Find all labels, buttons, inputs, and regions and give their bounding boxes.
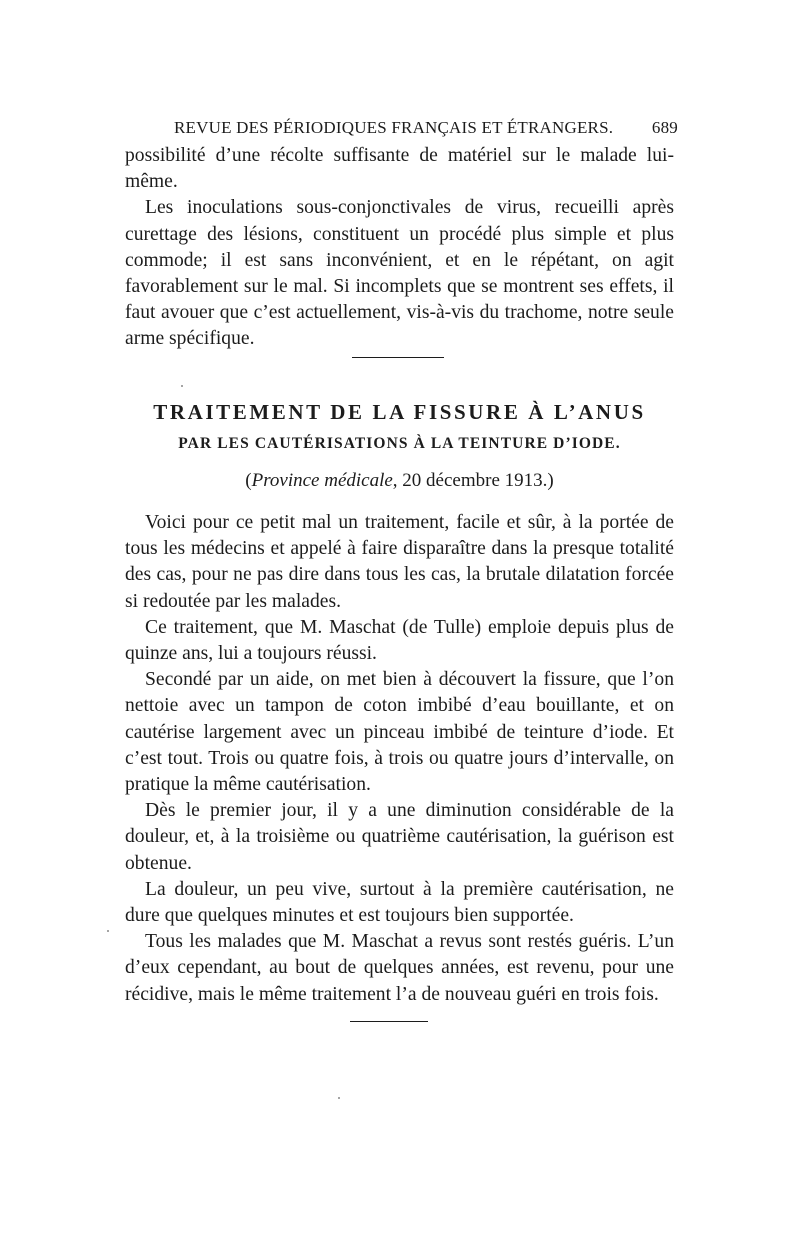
article-source xyxy=(125,470,674,492)
article-body xyxy=(125,510,674,1008)
article-title: TRAITEMENT DE LA FISSURE À L’ANUS xyxy=(153,400,646,424)
print-speck xyxy=(107,930,109,932)
source-open-paren: ( xyxy=(245,470,252,491)
article-paragraph: Secondé par un aide, on met bien à découvert la fissure, que l’on nettoie avec un tampon de coton imbibé d’eau bouillante, et on cautérise largement avec un pinceau imbibé de teinture d’iode. Et c’est tout. Trois ou quatre fois, à trois ou quatre jours d’intervalle, on pratique la même cautérisation. xyxy=(125,669,674,796)
print-speck xyxy=(338,1097,340,1099)
running-title: REVUE DES PÉRIODIQUES FRANÇAIS ET ÉTRANGERS. xyxy=(174,118,614,137)
article-paragraph: Dès le premier jour, il y a une diminution considérable de la douleur, et, à la troisième ou quatrième cautérisation, la guérison est obtenue. xyxy=(125,800,674,874)
source-close-paren: ) xyxy=(547,470,554,491)
continuation-paragraph: Les inoculations sous-conjonctivales de virus, recueilli après curettage des lésions, constituent un procédé plus simple et plus commode; il est sans inconvénient, et en le répétant, on agit favorablement sur le mal. Si incomplets que se montrent ses effets, il faut avouer que c’est actuellement, vis-à-vis du trachome, notre seule arme spécifique. xyxy=(125,197,674,350)
source-journal: Province médicale xyxy=(251,470,393,491)
running-header xyxy=(174,118,678,138)
end-divider xyxy=(350,1021,428,1022)
article-paragraph: Tous les malades que M. Maschat a revus sont restés guéris. L’un d’eux cependant, au bout de quelques années, est revenu, pour une récidive, mais le même traitement l’a de nouveau guéri en trois fois. xyxy=(125,931,674,1005)
source-date: , 20 décembre 1913. xyxy=(392,470,548,491)
article-paragraph: Ce traitement, que M. Maschat (de Tulle) emploie depuis plus de quinze ans, lui a toujours réussi. xyxy=(125,616,674,665)
article-paragraph: Voici pour ce petit mal un traitement, facile et sûr, à la portée de tous les médecins et appelé à faire disparaître dans la presque totalité des cas, pour ne pas dire dans tous les cas, la brutale dilatation forcée si redoutée par les malades. xyxy=(125,512,674,612)
article-paragraph: La douleur, un peu vive, surtout à la première cautérisation, ne dure que quelques minutes et est toujours bien supportée. xyxy=(125,878,674,927)
continuation-text xyxy=(125,143,674,353)
page-number: 689 xyxy=(651,118,678,137)
continuation-paragraph: possibilité d’une récolte suffisante de matériel sur le malade lui-même. xyxy=(125,145,674,193)
print-speck xyxy=(181,385,183,387)
article-subtitle: PAR LES CAUTÉRISATIONS À LA TEINTURE D’IODE. xyxy=(178,435,621,452)
section-divider xyxy=(352,357,444,358)
